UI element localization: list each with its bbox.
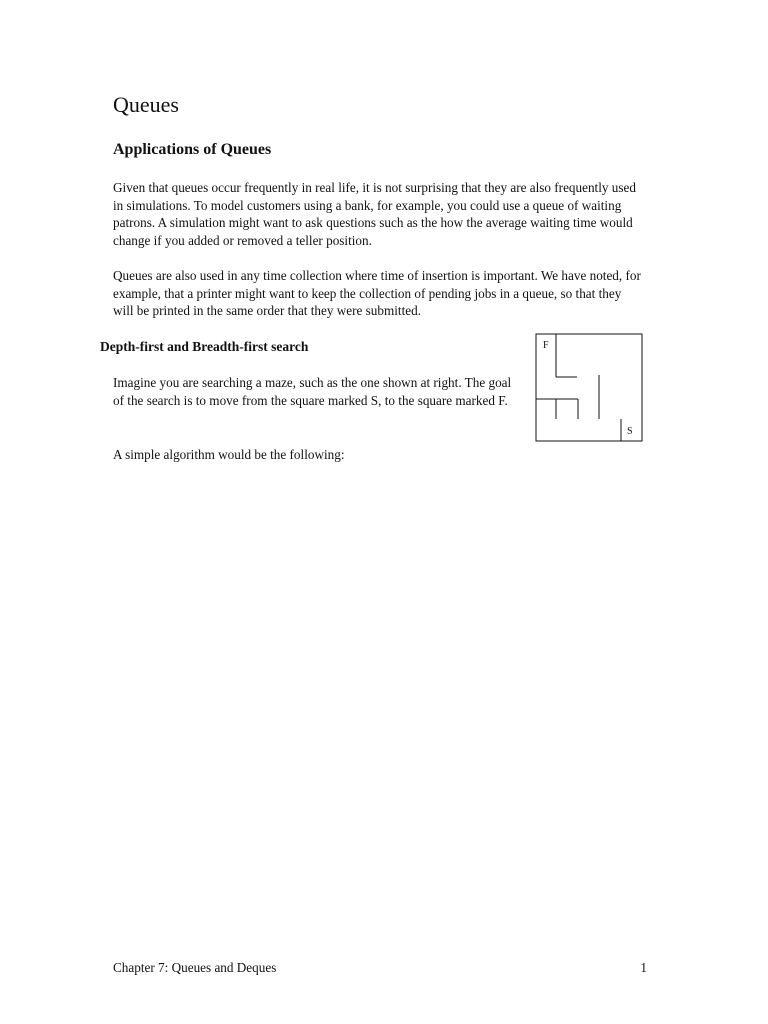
paragraph-time-collection: Queues are also used in any time collection where time of insertion is important. We have noted, for example, that a printer might want to keep the collection of pending jobs in a queue, so that they will be printed in the same order that they were submitted. (113, 268, 641, 319)
paragraph-simulations: Given that queues occur frequently in real life, it is not surprising that they are also frequently used in simulations. To model customers using a bank, for example, you could use a queue of waiting patrons. A simulation might want to ask questions such as the how the average waiting time would change if you added or removed a teller position. (113, 180, 636, 249)
section-heading-search: Depth-first and Breadth-first search (100, 339, 309, 354)
page-title: Queues (113, 92, 179, 117)
footer-chapter: Chapter 7: Queues and Deques (113, 960, 277, 975)
maze-border (536, 334, 642, 441)
section-heading-applications: Applications of Queues (113, 141, 272, 158)
maze-diagram (535, 333, 643, 443)
maze-start-label: S (627, 426, 633, 437)
footer-page-number: 1 (640, 960, 647, 975)
maze-finish-label: F (543, 340, 549, 351)
paragraph-algorithm-intro: A simple algorithm would be the following: (113, 447, 345, 462)
paragraph-maze-intro: Imagine you are searching a maze, such as the one shown at right. The goal of the search is to move from the square marked S, to the square marked F. (113, 375, 512, 408)
